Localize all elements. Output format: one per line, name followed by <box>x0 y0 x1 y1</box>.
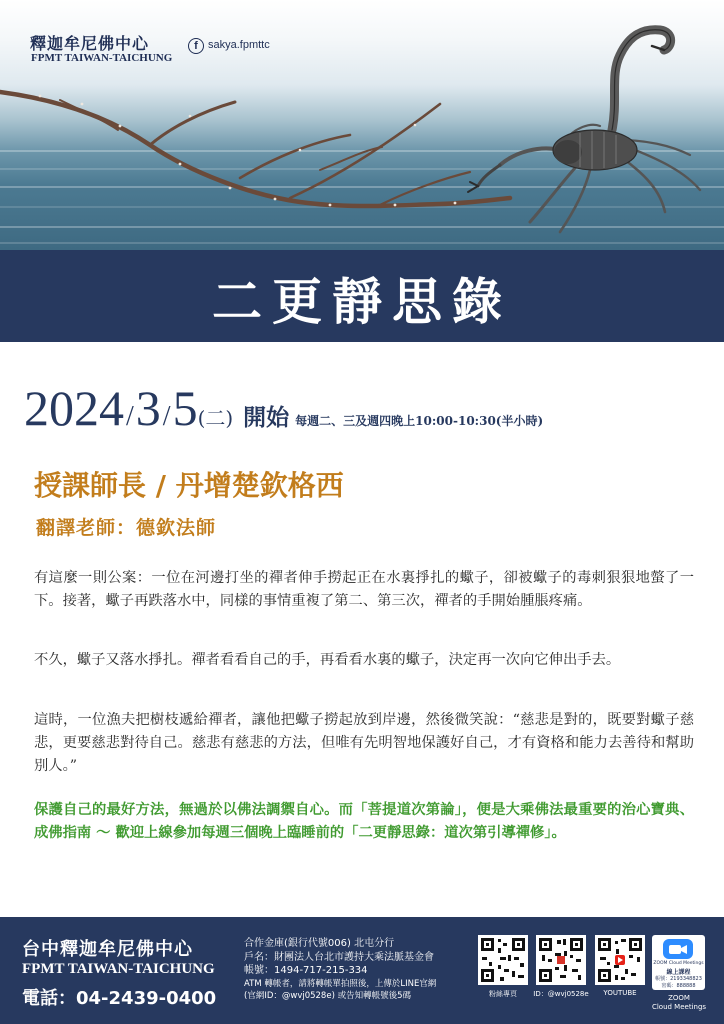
story-paragraph: 這時，一位漁夫把樹枝遞給禪者，讓他把蠍子撈起放到岸邊，然後微笑說：“慈悲是對的，既要對蠍子慈悲，更要慈悲對待自己。慈悲有慈悲的方法，但唯有先明智地保護好自己，才有資格和能力去善待和幫助別人。” <box>34 712 694 774</box>
date-month: 3 <box>135 380 161 436</box>
atm-line: ATM 轉帳者，請將轉帳單拍照後，上傳於LINE官網 <box>244 978 437 989</box>
bank-line: 合作金庫(銀行代號006) 北屯分行 <box>244 938 395 949</box>
qr-pattern-icon <box>536 935 586 985</box>
zoom-camera-icon <box>663 939 693 959</box>
event-date <box>24 376 714 440</box>
bank-line: 帳號：1494-717-215-334 <box>244 965 368 976</box>
footer-phone: 電話：04-2439-0400 <box>22 988 217 1009</box>
zoom-label: 線上課程 <box>666 969 691 976</box>
hero-illustration <box>0 0 724 250</box>
zoom-password: 密碼：888888 <box>661 983 696 989</box>
qr-code-icon[interactable] <box>478 935 528 985</box>
qr-pattern-icon <box>595 935 645 985</box>
qr-pattern-icon <box>478 935 528 985</box>
facebook-icon: f <box>188 38 204 54</box>
date-slash-icon: / <box>162 401 171 432</box>
story-paragraph: 有這麼一則公案：一位在河邊打坐的禪者伸手撈起正在水裏掙扎的蠍子，卻被蠍子的毒刺狠狠地螫了一下。接著，蠍子再跌落水中，同樣的事情重複了第二、第三次，禪者的手開始腫脹疼痛。 <box>34 570 694 609</box>
page-title: 二更靜思錄 <box>212 273 512 331</box>
date-day: 5 <box>172 380 198 436</box>
atm-line: (官網ID：@wvj0528e) 或告知轉帳號後5碼 <box>244 990 412 1001</box>
footer-org-name-en: FPMT TAIWAN-TAICHUNG <box>22 961 215 977</box>
qr-caption: 粉絲專頁 <box>489 990 517 998</box>
highlight-paragraph: 保護自己的最好方法，無過於以佛法調禦自心。而「菩提道次第論」，便是大乘佛法最重要的治心寶典、成佛指南 ～ 歡迎上線參加每週三個晚上臨睡前的「二更靜思錄：道次第引導禪修」。 <box>34 802 694 841</box>
zoom-card[interactable] <box>652 935 705 990</box>
zoom-caption-line: ZOOM <box>668 994 690 1002</box>
zoom-header: ZOOM Cloud Meetings <box>653 961 704 966</box>
qr-caption: ID：@wvj0528e <box>533 990 589 998</box>
teacher-heading: 授課師長 / 丹增楚欽格西 <box>34 469 344 502</box>
qr-code-icon[interactable] <box>595 935 645 985</box>
bank-info <box>244 937 474 1002</box>
date-year: 2024 <box>24 380 124 436</box>
date-slash-icon: / <box>126 401 134 432</box>
zoom-caption <box>644 994 714 1012</box>
org-name: 釋迦牟尼佛中心 <box>30 34 150 53</box>
translator-heading: 翻譯老師：德欽法師 <box>36 517 217 539</box>
org-name-en: FPMT TAIWAN-TAICHUNG <box>31 52 173 64</box>
start-label: 開始 <box>243 405 290 431</box>
zoom-id: 帳號：2193348823 <box>655 976 702 982</box>
date-weekday: (二) <box>197 406 234 430</box>
qr-code-icon[interactable] <box>536 935 586 985</box>
footer-org-name: 台中釋迦牟尼佛中心 <box>22 939 193 960</box>
facebook-handle[interactable]: sakya.fpmttc <box>208 39 270 51</box>
story-paragraph: 不久，蠍子又落水掙扎。禪者看看自己的手，再看看水裏的蠍子，決定再一次向它伸出手去。 <box>34 652 621 668</box>
schedule-text: 每週二、三及週四晚上10:00-10:30(半小時) <box>295 414 544 428</box>
qr-caption: YOUTUBE <box>603 989 637 997</box>
zoom-caption-line: Cloud Meetings <box>651 1003 707 1011</box>
bank-line: 戶名：財團法人台北市護持大乘法脈基金會 <box>244 951 434 963</box>
